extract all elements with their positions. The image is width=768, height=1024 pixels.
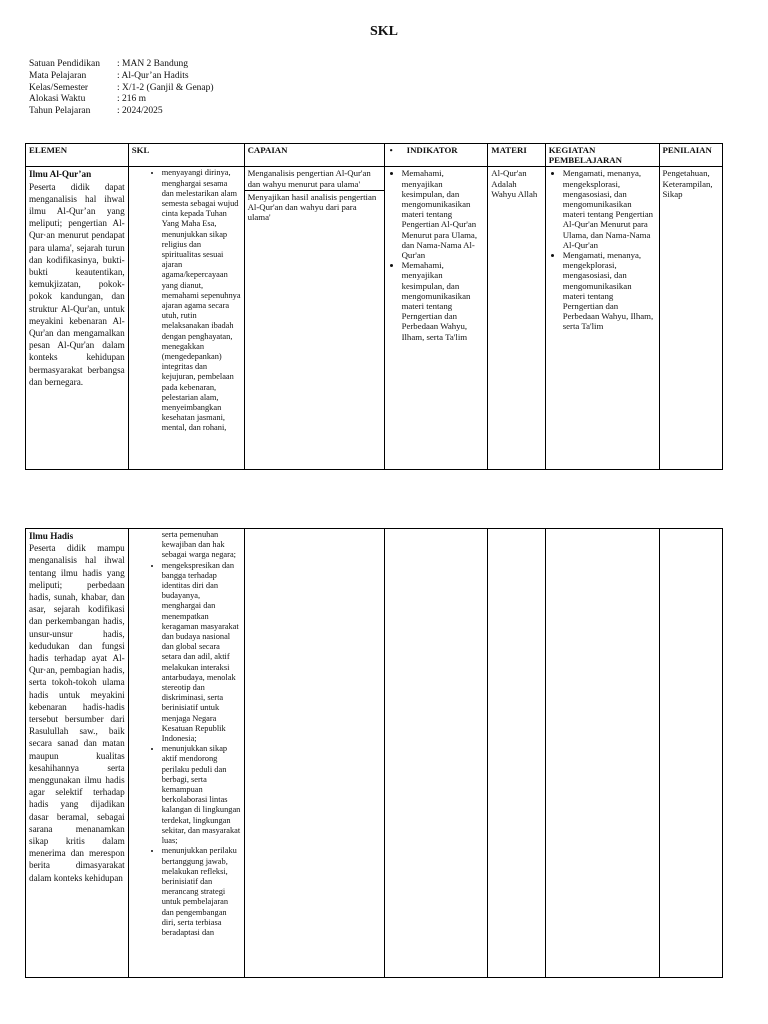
page-title: SKL [369,24,398,39]
elemen-text: Peserta didik dapat menganalisis hal ihwal ilmu Al-Qur’an yang meliputi; pengertian Al-Qur·an menurut pendapat para ulama', sejarah turun dan kodifikasinya, bukti-bukti keautentikan, kemukjizatan, pokok-pokok kandungan, dan struktur Al-Qur'an, untuk meyakini kebenaran Al-Qur'an dan mengamalkan pesan Al-Qur'an dalam konteks kehidupan bermasyarakat berbangsa dan bernegara. [29,181,125,387]
meta-row [29,83,214,95]
meta-value: : 2024/2025 [117,106,163,117]
meta-value: : X/1-2 (Ganjil & Genap) [117,82,214,93]
meta-value: : Al-Qur’an Hadits [117,70,189,81]
table-header-row [26,144,723,167]
kegiatan-list [549,168,656,331]
elemen-title: Ilmu Hadis [29,531,74,541]
cell-skl [128,167,244,470]
capaian-item: Menyajikan hasil analisis pengertian Al-Qur'an dan wahyu dari para ulama' [247,191,377,223]
meta-row [29,94,214,106]
cell-indikator [384,167,488,470]
indikator-item: • Memahami, menyajikan kesimpulan, dan mengomunikasikan materi tentang Pengertian Al-Qur'an Menurut para Ulama, dan Nama-Nama Al-Qur'an [402,168,485,260]
table-row [26,529,723,978]
skl-item: • menyayangi dirinya, menghargai sesama dan melestarikan alam semesta sebagai wujud cinta kepada Tuhan Yang Maha Esa, menunjukkan sikap religius dan spiritualitas sesuai ajaran agama/kepercayaan yang dianut, memahami sepenuhnya ajaran agama secara utuh, rutin melaksanakan ibadah dengan penghayatan, menegakkan (mengedepankan) integritas dan kejujuran, pembelaan pada kebenaran, pelestarian alam, menyeimbangkan kesehatan jasmani, mental, dan rohani, [162,168,241,433]
meta-value: : 216 m [117,94,147,105]
meta-value: : MAN 2 Bandung [117,59,188,69]
cell-kegiatan [545,529,659,978]
meta-label: Kelas/Semester [29,82,89,93]
header-penilaian: PENILAIAN [659,144,722,167]
meta-label: Mata Pelajaran [29,70,87,81]
skl-table-continued [25,528,723,978]
skl-item: • mengekspresikan dan bangga terhadap identitas diri dan budayanya, menghargai dan menempatkan keragaman masyarakat dan budaya nasional dan global secara setara dan adil, aktif melakukan interaksi antarbudaya, menolak stereotip dan diskriminasi, serta berinisiatif untuk menjaga Negara Kesatuan Republik Indonesia; [162,561,241,745]
skl-list [132,561,241,939]
header-kegiatan: KEGIATAN PEMBELAJARAN [545,144,659,167]
skl-table [25,143,723,470]
meta-row [29,106,214,118]
meta-label: Alokasi Waktu [29,94,86,105]
document-meta [29,59,214,118]
cell-skl [128,529,244,978]
cell-capaian [244,529,384,978]
meta-row [29,59,214,71]
table-row [26,167,723,470]
header-indikator [384,144,488,167]
skl-item: • menunjukkan sikap aktif mendorong perilaku peduli dan berbagi, serta kemampuan berkolaborasi lintas kalangan di lingkungan terdekat, lingkungan sekitar, dan masyarakat luas; [162,744,241,846]
kegiatan-item: • Mengamati, menanya, mengekplorasi, mengasosiasi, dan mengomunikasikan materi tentang Perngertian dan Perbedaan Wahyu, Ilham, serta Ta'lim [563,250,656,332]
cell-penilaian: Pengetahuan, Keterampilan, Sikap [659,167,722,470]
cell-capaian [244,167,384,470]
cell-elemen [26,529,129,978]
cell-kegiatan [545,167,659,470]
cell-materi: Al-Qur'an Adalah Wahyu Allah [488,167,545,470]
header-elemen: ELEMEN [26,144,129,167]
cell-penilaian [659,529,722,978]
cell-indikator [384,529,488,978]
meta-row [29,71,214,83]
skl-continuation: serta pemenuhan kewajiban dan hak sebagai warga negara; [161,530,236,560]
skl-list [132,168,241,433]
elemen-text: Peserta didik mampu menganalisis hal ihwal tentang ilmu hadis yang meliputi; perbedaan hadis, sunah, khabar, dan asar, sejarah kodifikasi dan perkembangan hadis, unsur-unsur hadis, kedudukan dan fungsi hadis terhadap ayat Al-Qur·an, pembagian hadis, serta tokoh-tokoh ulama hadis untuk meyakini kebenaran hadis-hadis tersebut bersumber dari Rasulullah saw., baik secara sanad dan matan maupun kualitas kesahihannya serta menggunakan ilmu hadis agar selektif terhadap hadis yang dijadikan dasar beramal, sebagai sarana menanamkan sikap kritis dalam menerima dan merespon berita dimasyarakat dalam konteks kehidupan [29,543,125,883]
meta-label: Tahun Pelajaran [29,106,91,117]
header-materi: MATERI [488,144,545,167]
indikator-item: • Memahami, menyajikan kesimpulan, dan mengomunikasikan materi tentang Perngertian dan Perbedaan Wahyu, Ilham, serta Ta'lim [402,260,485,342]
skl-item: • menunjukkan perilaku bertanggung jawab, melakukan refleksi, berinisiatif dan merancang strategi untuk pembelajaran dan pengembangan diri, serta terbiasa beradaptasi dan [162,846,241,938]
cell-materi [488,529,545,978]
meta-label: Satuan Pendidikan [29,59,100,69]
kegiatan-item: • Mengamati, menanya, mengeksplorasi, mengasosiasi, dan mengomunikasikan materi tentang Pengertian Al-Qur'an Menurut para Ulama, dan Nama-Nama Al-Qur'an [563,168,656,250]
cell-elemen [26,167,129,470]
capaian-item: Menganalisis pengertian Al-Qur'an dan wahyu menurut para ulama' [245,168,384,190]
elemen-title: Ilmu Al-Qur’an [29,169,92,180]
indikator-list [388,168,485,341]
header-indikator-label: • INDIKATOR [388,145,458,155]
header-skl: SKL [128,144,244,167]
header-capaian: CAPAIAN [244,144,384,167]
